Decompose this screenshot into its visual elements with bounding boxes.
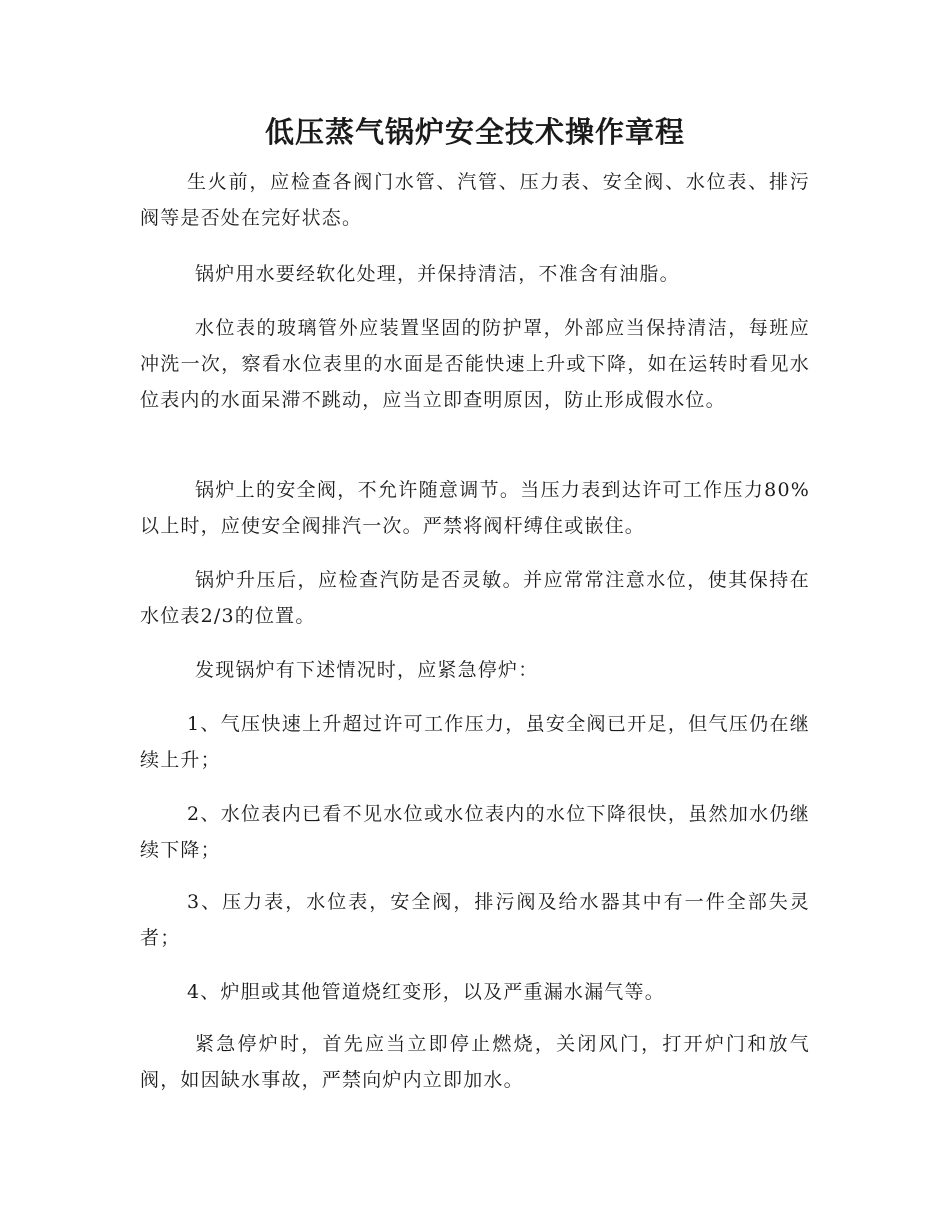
paragraph-pre-ignition-check: 生火前，应检查各阀门水管、汽管、压力表、安全阀、水位表、排污阀等是否处在完好状态。 <box>140 171 810 229</box>
list-item-4: 4、炉胆或其他管道烧红变形，以及严重漏水漏气等。 <box>187 981 665 1003</box>
paragraph-water-gauge: 水位表的玻璃管外应装置坚固的防护罩，外部应当保持清洁，每班应冲洗一次，察看水位表里的水面是否能快速上升或下降，如在运转时看见水位表内的水面呆滞不跳动，应当立即查明原因，防止形成假水位。 <box>140 317 810 411</box>
list-item-3: 3、压力表，水位表，安全阀，排污阀及给水器其中有一件全部失灵者； <box>140 891 810 949</box>
paragraph-emergency-stop: 紧急停炉时，首先应当立即停止燃烧，关闭风门，打开炉门和放气阀，如因缺水事故，严禁向炉内立即加水。 <box>140 1033 810 1091</box>
document-title: 低压蒸气锅炉安全技术操作章程 <box>264 115 685 149</box>
list-item-2: 2、水位表内已看不见水位或水位表内的水位下降很快，虽然加水仍继续下降； <box>140 803 810 861</box>
paragraph-safety-valve: 锅炉上的安全阀，不允许随意调节。当压力表到达许可工作压力80%以上时，应使安全阀排汽一次。严禁将阀杆缚住或嵌住。 <box>140 479 810 537</box>
paragraph-pressure-rise: 锅炉升压后，应检查汽防是否灵敏。并应常常注意水位，使其保持在水位表2/3的位置。 <box>140 569 810 627</box>
paragraph-emergency-intro: 发现锅炉有下述情况时，应紧急停炉： <box>195 659 539 681</box>
paragraph-water-softening: 锅炉用水要经软化处理，并保持清洁，不准含有油脂。 <box>195 263 680 285</box>
list-item-1: 1、气压快速上升超过许可工作压力，虽安全阀已开足，但气压仍在继续上升； <box>140 713 810 771</box>
